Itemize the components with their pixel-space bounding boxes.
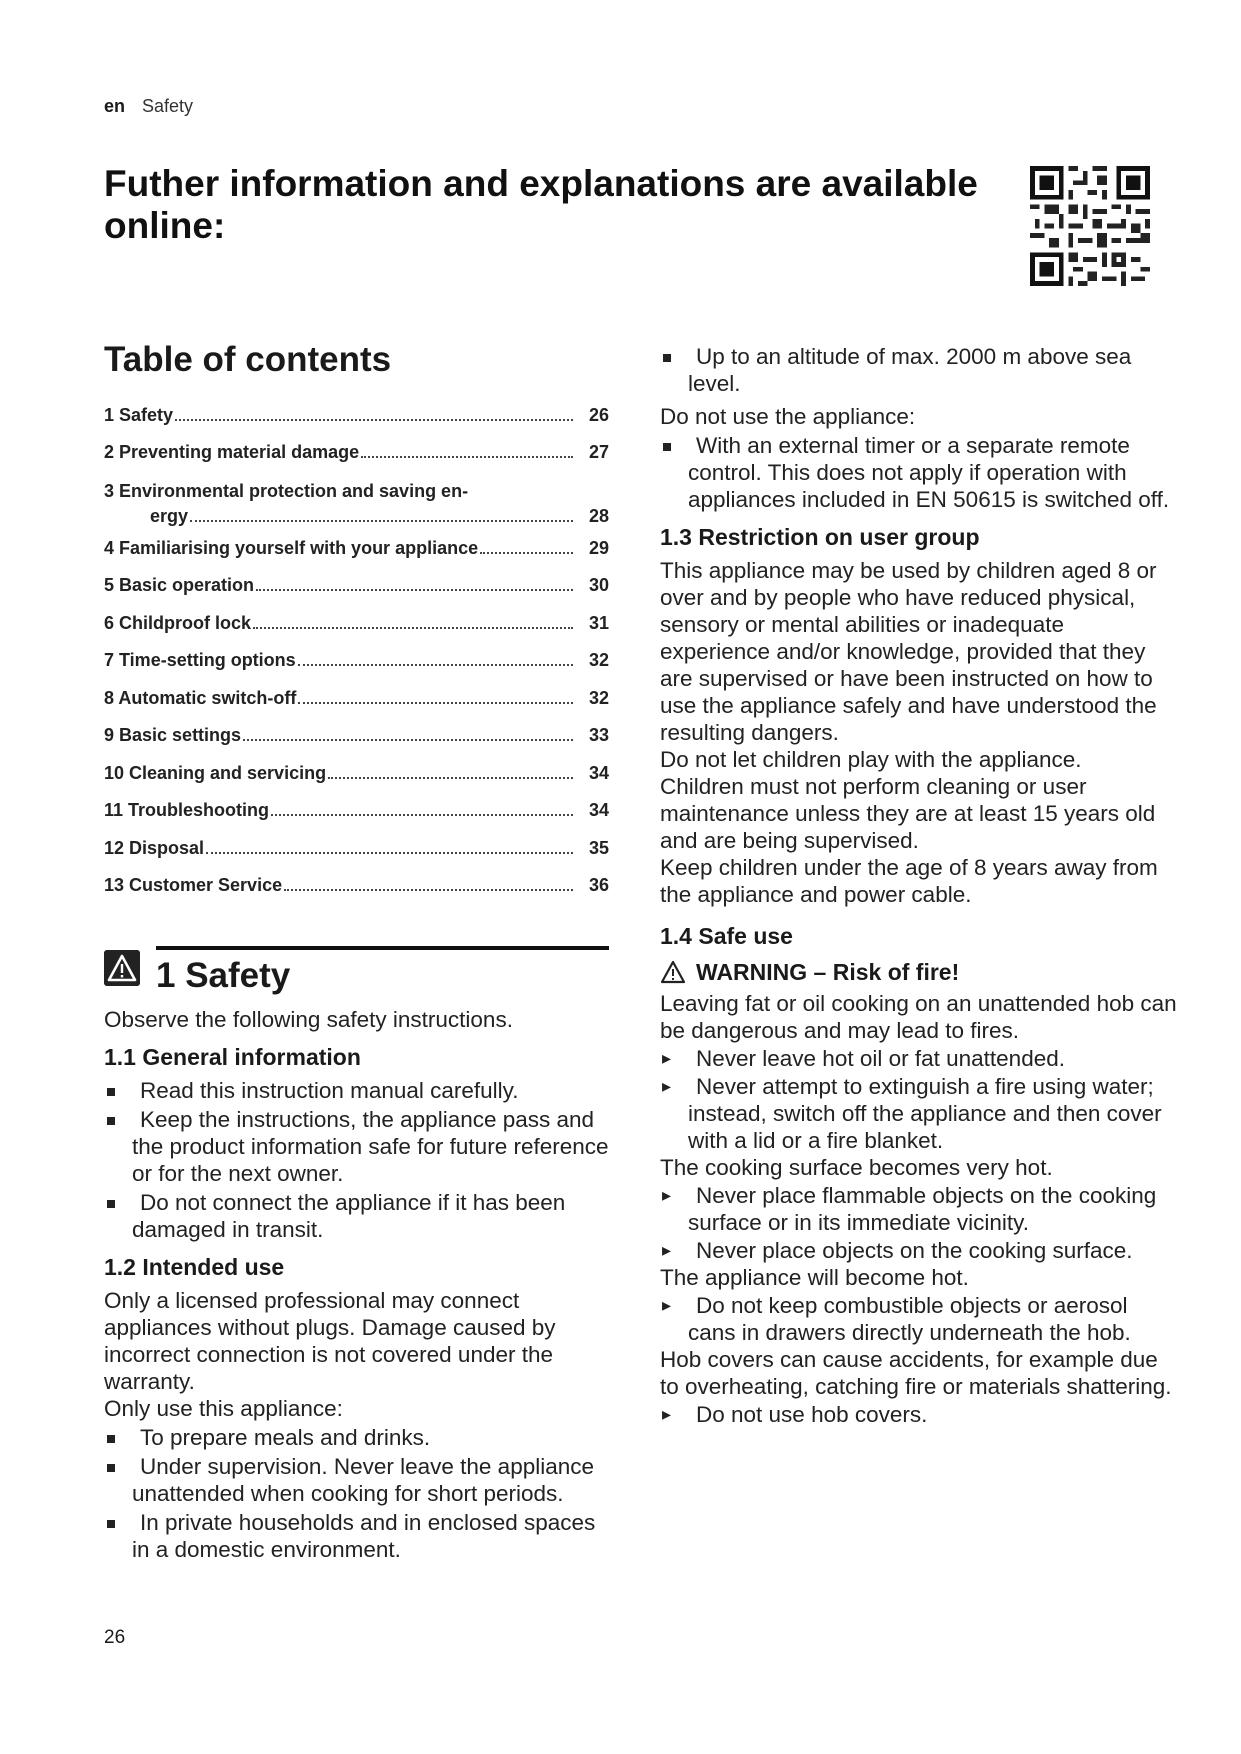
instruction-step: ▸ Do not use hob covers. — [660, 1401, 1180, 1428]
warning-triangle-icon — [660, 960, 686, 984]
toc-entry[interactable]: 2 Preventing material damage 27 — [104, 442, 609, 462]
restriction-text: Do not let children play with the appliance. — [660, 747, 1082, 772]
section-name: Safety — [142, 96, 194, 116]
intended-use-text: Only use this appliance: — [104, 1396, 343, 1421]
toc-entry[interactable]: 4 Familiarising yourself with your appliance 29 — [104, 537, 609, 558]
qr-code-icon[interactable] — [1030, 166, 1150, 286]
safe-use-text: Hob covers can cause accidents, for example due to overheating, catching fire or materials shattering. — [660, 1347, 1172, 1399]
toc-entry[interactable]: 11 Troubleshooting 34 — [104, 800, 609, 820]
instruction-step: ▸ Never attempt to extinguish a fire using water; instead, switch off the appliance and then cover with a lid or a fire blanket. — [660, 1073, 1180, 1154]
instruction-step: ▸ Never place flammable objects on the cooking surface or in its immediate vicinity. — [660, 1182, 1180, 1236]
language-code: en — [104, 96, 126, 116]
list-item: Up to an altitude of max. 2000 m above sea level. — [660, 343, 1180, 397]
list-item: Keep the instructions, the appliance pass and the product information safe for future reference or for the next owner. — [104, 1106, 609, 1187]
left-column — [104, 340, 609, 1563]
list-item: Do not connect the appliance if it has been damaged in transit. — [104, 1189, 609, 1243]
safety-title: 1 Safety — [156, 956, 291, 995]
toc-entry[interactable]: 1 Safety 26 — [104, 404, 609, 425]
list-item: With an external timer or a separate remote control. This does not apply if operation with appliances included in EN 50615 is switched off. — [660, 432, 1180, 513]
instruction-step: ▸ Never place objects on the cooking surface. — [660, 1237, 1180, 1264]
restriction-heading: 1.3 Restriction on user group — [660, 524, 980, 550]
toc-entry[interactable]: 3 Environmental protection and saving en- ergy 28 — [104, 481, 609, 526]
list-item: To prepare meals and drinks. — [104, 1424, 609, 1451]
toc-list — [104, 398, 609, 906]
instruction-step: ▸ Do not keep combustible objects or aerosol cans in drawers directly underneath the hob. — [660, 1292, 1180, 1346]
toc-entry[interactable]: 8 Automatic switch-off 32 — [104, 687, 609, 708]
toc-title: Table of contents — [104, 340, 392, 379]
restriction-text: Children must not perform cleaning or user maintenance unless they are at least 15 years old and are being supervised. — [660, 774, 1156, 853]
intended-use-heading: 1.2 Intended use — [104, 1254, 285, 1280]
warning-triangle-icon — [104, 950, 140, 986]
list-item: Under supervision. Never leave the appliance unattended when cooking for short periods. — [104, 1453, 609, 1507]
chapter-rule — [156, 946, 609, 950]
toc-entry[interactable]: 13 Customer Service 36 — [104, 875, 609, 895]
online-info-title: Futher information and explanations are available online: — [104, 163, 978, 246]
restriction-text: Keep children under the age of 8 years away from the appliance and power cable. — [660, 855, 1158, 907]
intended-use-text: Only a licensed professional may connect appliances without plugs. Damage caused by incorrect connection is not covered under the warranty. — [104, 1288, 556, 1394]
general-info-heading: 1.1 General information — [104, 1044, 361, 1070]
toc-entry[interactable]: 5 Basic operation 30 — [104, 575, 609, 595]
toc-entry[interactable]: 10 Cleaning and servicing 34 — [104, 762, 609, 783]
toc-entry[interactable]: 6 Childproof lock 31 — [104, 612, 609, 633]
safety-intro: Observe the following safety instructions. — [104, 1007, 513, 1032]
instruction-step: ▸ Never leave hot oil or fat unattended. — [660, 1045, 1180, 1072]
right-column — [660, 341, 1180, 1428]
safe-use-text: The cooking surface becomes very hot. — [660, 1155, 1053, 1180]
safe-use-text: Leaving fat or oil cooking on an unattended hob can be dangerous and may lead to fires. — [660, 991, 1177, 1043]
page-number: 26 — [104, 1627, 126, 1648]
list-item: In private households and in enclosed spaces in a domestic environment. — [104, 1509, 609, 1563]
safe-use-heading: 1.4 Safe use — [660, 923, 793, 949]
toc-entry[interactable]: 12 Disposal 35 — [104, 837, 609, 858]
toc-entry[interactable]: 9 Basic settings 33 — [104, 725, 609, 745]
toc-entry[interactable]: 7 Time-setting options 32 — [104, 650, 609, 670]
running-header — [104, 96, 193, 117]
fire-warning: WARNING – Risk of fire! — [660, 958, 1180, 986]
intended-use-text: Do not use the appliance: — [660, 404, 916, 429]
list-item: Read this instruction manual carefully. — [104, 1077, 609, 1104]
safe-use-text: The appliance will become hot. — [660, 1265, 969, 1290]
restriction-text: This appliance may be used by children aged 8 or over and by people who have reduced physical, sensory or mental abilities or inadequate experience and/or knowledge, provided that they are supervised or have been instructed on how to use the appliance safely and have understood the resulting dangers. — [660, 558, 1157, 745]
safety-chapter-heading — [104, 946, 609, 1006]
